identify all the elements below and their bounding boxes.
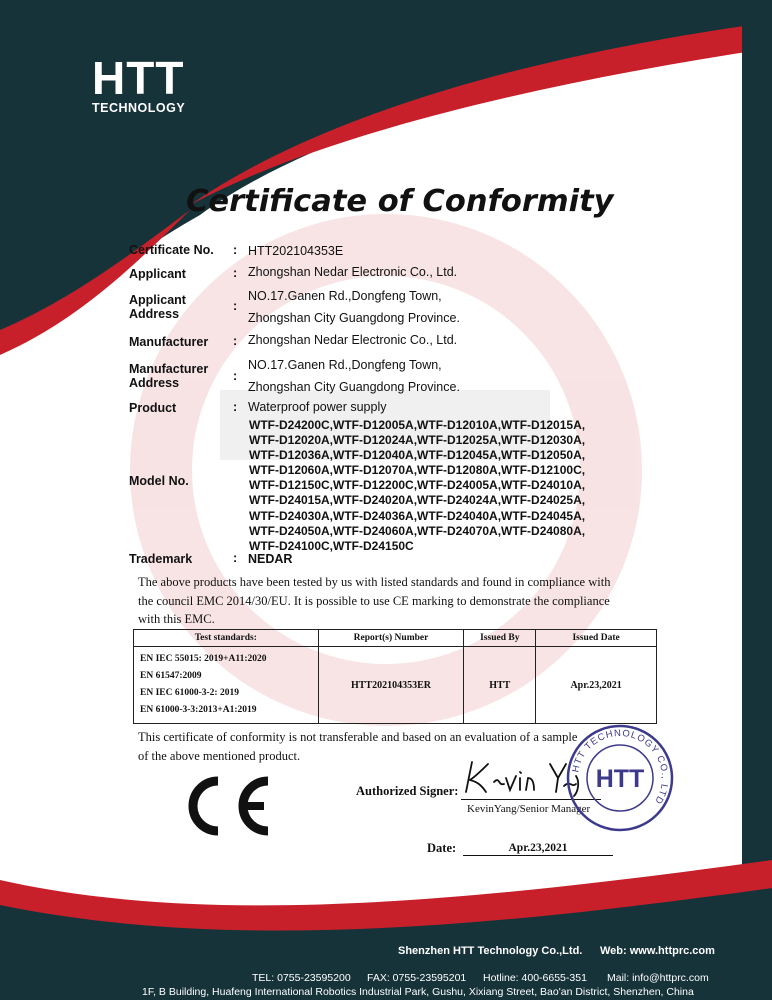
applicant-address-label-2: Address (129, 307, 180, 321)
statement-line-1: The above products have been tested by us with listed standards and found in compliance with (138, 575, 611, 589)
authorized-signer-label: Authorized Signer: (356, 784, 459, 798)
date-value: Apr.23,2021 (463, 842, 613, 856)
footer-mail[interactable]: Mail: info@httprc.com (607, 972, 709, 984)
model-line: WTF-D12020A,WTF-D12024A,WTF-D12025A,WTF-D12030A, (249, 433, 586, 448)
date-label: Date: (427, 841, 457, 855)
company-seal (564, 722, 676, 834)
applicant-address-line-1: NO.17.Ganen Rd.,Dongfeng Town, (248, 289, 442, 303)
manufacturer-address-label-1: Manufacturer (129, 362, 209, 376)
table-header: Issued Date (536, 630, 657, 647)
ce-mark-icon (182, 772, 274, 840)
standards-cell (134, 647, 319, 724)
standards-table (133, 629, 657, 724)
footer-tel: TEL: 0755-23595200 (252, 972, 351, 984)
colon: : (233, 334, 238, 348)
table-header-row (134, 630, 657, 647)
issued-by-cell: HTT (464, 647, 536, 724)
model-no-label: Model No. (129, 474, 189, 488)
model-line: WTF-D24030A,WTF-D24036A,WTF-D24040A,WTF-D24045A, (249, 508, 586, 523)
seal-ring-text: HTT TECHNOLOGY CO., LTD (570, 727, 671, 807)
standard-item: EN IEC 55015: 2019+A11:2020 (140, 654, 267, 664)
note-line-2: of the above mentioned product. (138, 749, 301, 763)
colon: : (233, 266, 238, 280)
statement-line-2: the council EMC 2014/30/EU. It is possible to use CE marking to demonstrate the compliance (138, 594, 610, 608)
manufacturer-address-label-2: Address (129, 376, 180, 390)
manufacturer-label: Manufacturer (129, 335, 209, 349)
table-header: Report(s) Number (318, 630, 464, 647)
applicant-address-line-2: Zhongshan City Guangdong Province. (248, 311, 460, 325)
applicant-label: Applicant (129, 267, 186, 281)
standard-item: EN 61547:2009 (140, 671, 202, 681)
model-list (249, 418, 585, 554)
model-line: WTF-D24015A,WTF-D24020A,WTF-D24024A,WTF-D24025A, (249, 493, 586, 508)
manufacturer-value: Zhongshan Nedar Electronic Co., Ltd. (248, 333, 458, 347)
model-line: WTF-D24200C,WTF-D12005A,WTF-D12010A,WTF-D12015A, (249, 418, 586, 432)
applicant-value: Zhongshan Nedar Electronic Co., Ltd. (248, 265, 458, 279)
colon: : (233, 299, 238, 313)
footer-company: Shenzhen HTT Technology Co.,Ltd. (398, 945, 583, 957)
colon: : (233, 551, 238, 565)
product-value: Waterproof power supply (248, 400, 387, 414)
product-label: Product (129, 401, 177, 415)
colon: : (233, 400, 238, 414)
model-line: WTF-D12036A,WTF-D12040A,WTF-D12045A,WTF-D12050A, (249, 448, 586, 463)
statement-line-3: with this EMC. (138, 612, 215, 626)
standard-item: EN 61000-3-3:2013+A1:2019 (140, 705, 257, 715)
logo-sub-text: TECHNOLOGY (92, 101, 186, 115)
footer-hotline: Hotline: 400-6655-351 (483, 972, 587, 984)
footer-address: 1F, B Building, Huafeng International Robotics Industrial Park, Gushu, Xixiang Street, Bao'an District, Shenzhen, China (142, 986, 694, 998)
standard-item: EN IEC 61000-3-2: 2019 (140, 688, 239, 698)
seal-center-text: HTT (595, 765, 645, 793)
table-row (134, 647, 657, 724)
model-line: WTF-D12150C,WTF-D12200C,WTF-D24005A,WTF-D24010A, (249, 478, 586, 493)
footer-web[interactable]: Web: www.httprc.com (600, 945, 715, 957)
htt-logo (92, 52, 186, 115)
report-number-cell: HTT202104353ER (318, 647, 464, 724)
model-line: WTF-D24050A,WTF-D24060A,WTF-D24070A,WTF-D24080A, (249, 523, 586, 538)
certificate-no-value: HTT202104353E (248, 244, 344, 258)
certificate-title: Certificate of Conformity (186, 184, 614, 219)
footer-fax: FAX: 0755-23595201 (367, 972, 467, 984)
signer-name: KevinYang/Senior Manager (467, 803, 591, 815)
table-header: Test standards: (134, 630, 319, 647)
model-line: WTF-D12060A,WTF-D12070A,WTF-D12080A,WTF-D12100C, (249, 463, 586, 478)
logo-main-text: HTT (92, 52, 185, 104)
issued-date-cell: Apr.23,2021 (536, 647, 657, 724)
certificate-no-label: Certificate No. (129, 243, 214, 257)
manufacturer-address-line-2: Zhongshan City Guangdong Province. (248, 380, 460, 394)
manufacturer-address-line-1: NO.17.Ganen Rd.,Dongfeng Town, (248, 358, 442, 372)
colon: : (233, 369, 238, 383)
applicant-address-label-1: Applicant (129, 293, 186, 307)
trademark-value: NEDAR (248, 552, 293, 566)
trademark-label: Trademark (129, 552, 193, 566)
colon: : (233, 243, 238, 257)
table-header: Issued By (464, 630, 536, 647)
note-line-1: This certificate of conformity is not transferable and based on an evaluation of a sample (138, 730, 578, 744)
model-line: WTF-D24100C,WTF-D24150C (249, 538, 414, 553)
